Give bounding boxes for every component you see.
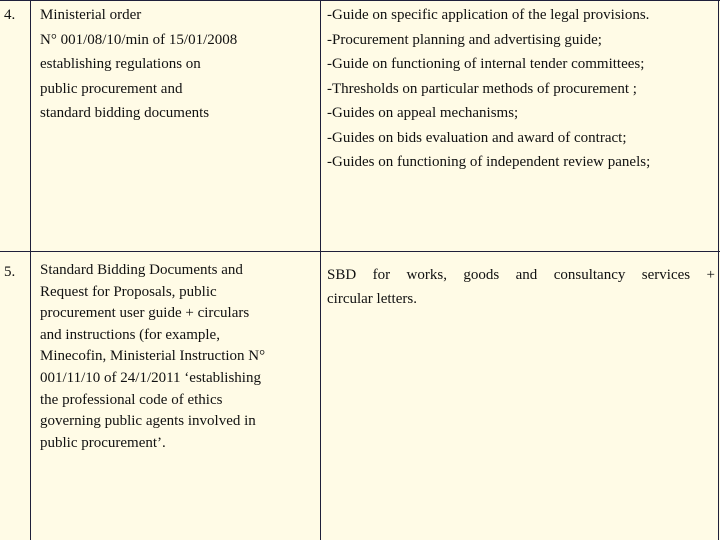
description-line: public procurement’.: [40, 434, 166, 451]
details-line: SBD for works, goods and consultancy services +: [327, 267, 715, 283]
details-line: circular letters.: [327, 291, 417, 307]
description-line: and instructions (for example,: [40, 326, 220, 343]
description-line: Minecofin, Ministerial Instruction N°: [40, 348, 266, 365]
details-line: -Guides on appeal mechanisms;: [327, 105, 519, 121]
details-line: -Procurement planning and advertising guide;: [327, 31, 602, 48]
description-line: the professional code of ethics: [40, 391, 223, 408]
row-description: [40, 3, 312, 126]
row-number: 4.: [4, 7, 16, 23]
description-line: standard bidding documents: [40, 105, 210, 121]
description-line: Standard Bidding Documents and: [40, 262, 243, 278]
details-line: -Thresholds on particular methods of procurement ;: [327, 80, 637, 97]
details-line: -Guide on functioning of internal tender committees;: [327, 56, 645, 72]
details-line: -Guides on functioning of independent review panels;: [327, 154, 651, 170]
description-line: N° 001/08/10/min of 15/01/2008: [40, 31, 238, 48]
column-divider: [30, 0, 31, 540]
description-line: public procurement and: [40, 80, 183, 97]
row-details: [327, 263, 715, 311]
column-divider: [320, 0, 321, 540]
row-details: [327, 3, 715, 175]
row-number: 5.: [4, 264, 16, 280]
row-divider: [0, 0, 720, 1]
description-line: Ministerial order: [40, 7, 142, 23]
row-divider: [0, 251, 720, 252]
details-line: -Guides on bids evaluation and award of contract;: [327, 129, 627, 146]
description-line: procurement user guide + circulars: [40, 305, 250, 322]
row-description: [40, 260, 312, 454]
description-line: 001/11/10 of 24/1/2011 ‘establishing: [40, 369, 261, 386]
column-divider: [718, 0, 719, 540]
description-line: Request for Proposals, public: [40, 283, 217, 300]
description-line: establishing regulations on: [40, 56, 201, 72]
description-line: governing public agents involved in: [40, 413, 256, 430]
details-line: -Guide on specific application of the legal provisions.: [327, 7, 650, 23]
